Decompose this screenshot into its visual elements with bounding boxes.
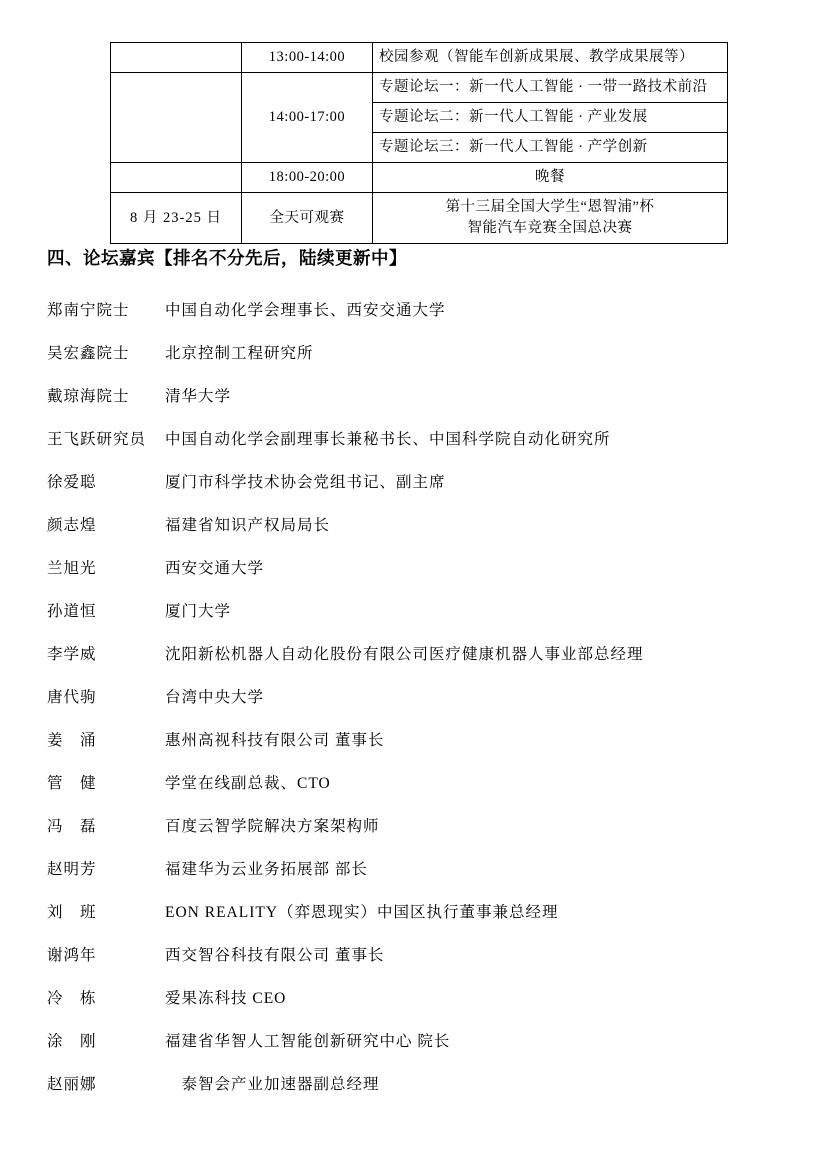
- guest-affiliation: 中国自动化学会理事长、西安交通大学: [165, 302, 446, 319]
- guest-name: 冯 磊: [47, 818, 97, 835]
- list-item: [47, 556, 787, 599]
- schedule-date-cell: [111, 73, 242, 163]
- schedule-content-cell: 专题论坛三：新一代人工智能 · 产学创新: [373, 133, 728, 163]
- list-item: [47, 943, 787, 986]
- guest-name: 吴宏鑫院士: [47, 345, 130, 362]
- schedule-time-cell: 13:00-14:00: [242, 43, 373, 73]
- guest-name: 兰旭光: [47, 560, 97, 577]
- schedule-date-cell: [111, 43, 242, 73]
- guest-name: 孙道恒: [47, 603, 97, 620]
- list-item: [47, 341, 787, 384]
- guest-affiliation: 北京控制工程研究所: [165, 345, 314, 362]
- guest-name: 王飞跃研究员: [47, 431, 147, 448]
- guest-affiliation: 中国自动化学会副理事长兼秘书长、中国科学院自动化研究所: [165, 431, 611, 448]
- schedule-time-cell: 14:00-17:00: [242, 73, 373, 163]
- guest-affiliation: 厦门市科学技术协会党组书记、副主席: [165, 474, 446, 491]
- guest-name: 郑南宁院士: [47, 302, 130, 319]
- guest-affiliation: 福建省知识产权局局长: [165, 517, 331, 534]
- guest-affiliation: 西交智谷科技有限公司 董事长: [165, 947, 385, 964]
- guest-affiliation: 西安交通大学: [165, 560, 265, 577]
- guest-name: 李学威: [47, 646, 97, 663]
- table-row: [111, 73, 728, 103]
- list-item: [47, 642, 787, 685]
- schedule-time-cell: 全天可观赛: [242, 193, 373, 244]
- list-item: [47, 986, 787, 1029]
- schedule-table: [110, 42, 728, 244]
- table-row: [111, 163, 728, 193]
- list-item: [47, 1072, 787, 1115]
- guest-affiliation: 清华大学: [165, 388, 232, 405]
- list-item: [47, 728, 787, 771]
- list-item: [47, 599, 787, 642]
- list-item: [47, 857, 787, 900]
- guest-name: 管 健: [47, 775, 97, 792]
- guest-list: [47, 298, 787, 1115]
- guest-affiliation: 沈阳新松机器人自动化股份有限公司医疗健康机器人事业部总经理: [165, 646, 644, 663]
- table-row: [111, 43, 728, 73]
- guest-name: 唐代驹: [47, 689, 97, 706]
- guest-name: 戴琼海院士: [47, 388, 130, 405]
- guest-name: 颜志煌: [47, 517, 97, 534]
- schedule-content-line: 智能汽车竞赛全国总决赛: [467, 220, 633, 237]
- guest-name: 谢鸿年: [47, 947, 97, 964]
- guest-affiliation: EON REALITY（弈恩现实）中国区执行董事兼总经理: [165, 904, 559, 921]
- table-row: [111, 193, 728, 244]
- list-item: [47, 470, 787, 513]
- guest-name: 涂 刚: [47, 1033, 97, 1050]
- guest-affiliation: 惠州高视科技有限公司 董事长: [165, 732, 385, 749]
- list-item: [47, 814, 787, 857]
- guest-name: 赵丽娜: [47, 1076, 97, 1093]
- guest-name: 刘 班: [47, 904, 97, 921]
- schedule-content-cell: 晚餐: [373, 163, 728, 193]
- schedule-date-cell: [111, 163, 242, 193]
- section-heading: 四、论坛嘉宾【排名不分先后，陆续更新中】: [47, 248, 407, 268]
- schedule-table-body: [111, 43, 728, 244]
- guest-name: 冷 栋: [47, 990, 97, 1007]
- guest-affiliation: 爱果冻科技 CEO: [165, 990, 287, 1007]
- list-item: [47, 900, 787, 943]
- guest-name: 赵明芳: [47, 861, 97, 878]
- schedule-content-line: 第十三届全国大学生“恩智浦”杯: [445, 199, 655, 216]
- schedule-content-cell: [373, 193, 728, 244]
- list-item: [47, 685, 787, 728]
- list-item: [47, 1029, 787, 1072]
- schedule-content-cell: 校园参观（智能车创新成果展、教学成果展等）: [373, 43, 728, 73]
- schedule-time-cell: 18:00-20:00: [242, 163, 373, 193]
- list-item: [47, 384, 787, 427]
- guest-name: 姜 涌: [47, 732, 97, 749]
- guest-affiliation: 厦门大学: [165, 603, 232, 620]
- guest-affiliation: 福建华为云业务拓展部 部长: [165, 861, 368, 878]
- guest-affiliation: 泰智会产业加速器副总经理: [165, 1076, 380, 1093]
- schedule-table-wrapper: [110, 42, 728, 244]
- schedule-date-cell: 8 月 23-25 日: [111, 193, 242, 244]
- list-item: [47, 513, 787, 556]
- list-item: [47, 298, 787, 341]
- list-item: [47, 427, 787, 470]
- guest-affiliation: 百度云智学院解决方案架构师: [165, 818, 380, 835]
- guest-name: 徐爱聪: [47, 474, 97, 491]
- guest-affiliation: 学堂在线副总裁、CTO: [165, 775, 331, 792]
- guest-affiliation: 台湾中央大学: [165, 689, 265, 706]
- schedule-content-cell: 专题论坛二：新一代人工智能 · 产业发展: [373, 103, 728, 133]
- list-item: [47, 771, 787, 814]
- guest-affiliation: 福建省华智人工智能创新研究中心 院长: [165, 1033, 451, 1050]
- schedule-content-cell: 专题论坛一：新一代人工智能 · 一带一路技术前沿: [373, 73, 728, 103]
